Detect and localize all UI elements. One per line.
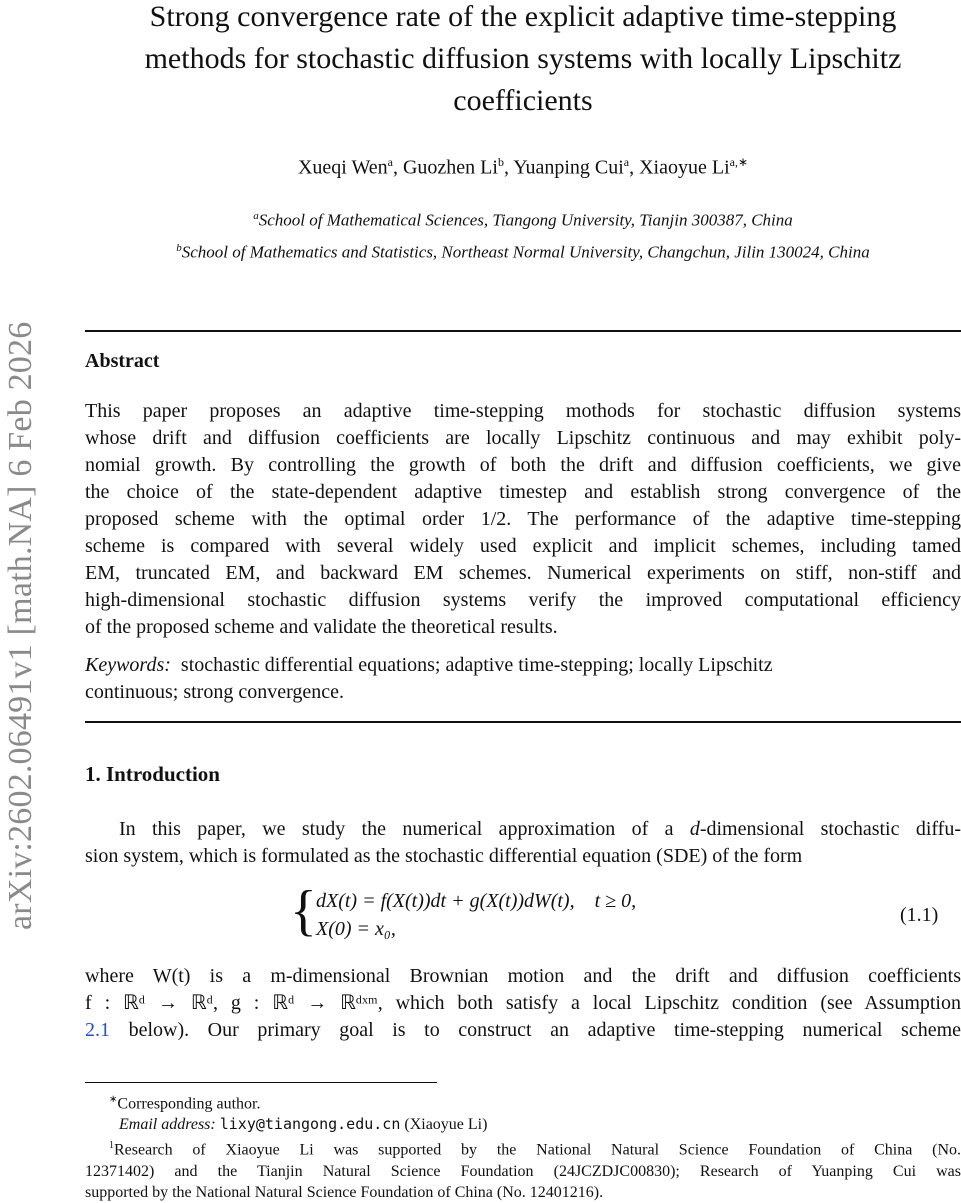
intro-text: below). Our primary goal is to construct an adaptive time-stepping numerical scheme: [110, 1019, 961, 1041]
equation-brace: {: [290, 880, 317, 942]
funding-text: Research of Xiaoyue Li was supported by the National Natural Science Foundation of China (No.: [114, 1141, 961, 1159]
abstract-heading: Abstract: [85, 350, 160, 372]
abstract-bottom-rule: [85, 721, 961, 723]
abstract-line: nomial growth. By controlling the growth of both the drift and diffusion coefficients, we give: [85, 454, 961, 476]
assumption-link[interactable]: 2.1: [85, 1019, 110, 1041]
keywords: [85, 652, 961, 706]
affiliation-text: School of Mathematical Sciences, Tiangong University, Tianjin 300387, China: [258, 210, 793, 230]
affiliation-mark: a: [253, 210, 259, 222]
intro-text: In this paper, we study the numerical approximation of a: [119, 818, 690, 840]
section-heading-introduction: 1. Introduction: [85, 762, 220, 786]
author-name: Yuanping Cui: [513, 156, 624, 179]
keywords-label: Keywords:: [85, 654, 171, 676]
footnote-corresponding: Corresponding author.: [117, 1095, 261, 1113]
arxiv-identifier: arXiv:2602.06491v1 [math.NA] 6 Feb 2026: [2, 321, 39, 930]
equation-number: (1.1): [900, 904, 939, 926]
equation-initial-condition: X(0) = x₀,: [316, 918, 396, 940]
email-link[interactable]: lixy@tiangong.edu.cn: [219, 1115, 401, 1134]
abstract-top-rule: [85, 330, 961, 332]
intro-text: -dimensional stochastic diffu-: [699, 818, 961, 840]
paper-title: [85, 0, 961, 122]
intro-math: d: [689, 818, 700, 840]
arxiv-side-stamp: [0, 240, 46, 930]
email-owner: (Xiaoyue Li): [404, 1116, 488, 1134]
equation-condition: t ≥ 0,: [594, 890, 637, 912]
title-line: Strong convergence rate of the explicit adaptive time-stepping: [149, 0, 897, 33]
affiliation-text: School of Mathematics and Statistics, Northeast Normal University, Changchun, Jilin 130024, China: [181, 242, 870, 262]
abstract-line: the choice of the state-dependent adaptive timestep and establish strong convergence of the: [85, 481, 961, 503]
author-affil-mark: b: [497, 155, 504, 169]
intro-paragraph-1: [85, 816, 961, 870]
affiliation-a: [85, 210, 961, 231]
abstract-line: of the proposed scheme and validate the theoretical results.: [85, 616, 558, 638]
affiliation-b: [85, 242, 961, 263]
email-label: Email address:: [119, 1116, 216, 1134]
equation-sde: dX(t) = f(X(t))dt + g(X(t))dW(t),: [316, 890, 575, 912]
equation-line: [316, 890, 636, 913]
footnote-mark: ∗: [109, 1094, 118, 1105]
abstract-line: scheme is compared with several widely used explicit and implicit schemes, including tamed: [85, 535, 961, 557]
abstract-body: [85, 398, 961, 641]
author-affil-mark: a: [623, 155, 630, 169]
keywords-text: continuous; strong convergence.: [85, 681, 345, 703]
author-list: Xueqi Wen$^a$, Guozhen Li$^b$, Yuanping Cui$^a$, Xiaoyue $Li^{a,∗}$: [297, 155, 749, 179]
intro-text: sion system, which is formulated as the stochastic differential equation (SDE) of the form: [85, 845, 803, 867]
keywords-text: stochastic differential equations; adaptive time-stepping; locally Lipschitz: [180, 654, 773, 676]
funding-text: supported by the National Natural Science Foundation of China (No. 12401216).: [85, 1183, 604, 1201]
author-name: Xiaoyue Li: [639, 156, 730, 179]
author-affil-mark: a: [387, 155, 393, 169]
author-name: Xueqi Wen: [297, 156, 388, 179]
intro-text: f : ℝᵈ → ℝᵈ, g : ℝᵈ → ℝᵈˣᵐ, which both satisfy a local Lipschitz condition (see Assumption: [85, 992, 961, 1014]
author-affil-mark: a,∗: [729, 155, 749, 169]
sde-equation: [290, 880, 790, 946]
footnotes: [85, 1089, 961, 1203]
intro-paragraph-2: [85, 963, 961, 1044]
abstract-line: EM, truncated EM, and backward EM schemes. Numerical experiments on stiff, non-stiff and: [85, 562, 961, 584]
author-name: Guozhen Li: [402, 156, 498, 179]
abstract-line: whose drift and diffusion coefficients are locally Lipschitz continuous and may exhibit poly-: [85, 427, 961, 449]
intro-text: where W(t) is a m-dimensional Brownian motion and the drift and diffusion coefficients: [85, 965, 961, 987]
affiliation-mark: b: [176, 242, 182, 254]
title-line: coefficients: [453, 84, 593, 117]
footnote-rule: [85, 1082, 437, 1083]
title-line: methods for stochastic diffusion systems with locally Lipschitz: [144, 42, 902, 75]
abstract-line: proposed scheme with the optimal order 1/2. The performance of the adaptive time-stepping: [85, 508, 961, 530]
abstract-line: This paper proposes an adaptive time-stepping mothods for stochastic diffusion systems: [85, 400, 961, 422]
abstract-line: high-dimensional stochastic diffusion systems verify the improved computational efficiency: [85, 589, 961, 611]
funding-text: 12371402) and the Tianjin Natural Science Foundation (24JCZDJC00830); Research of Yuanping Cui was: [85, 1162, 961, 1180]
footnote-mark: 1: [109, 1140, 114, 1152]
